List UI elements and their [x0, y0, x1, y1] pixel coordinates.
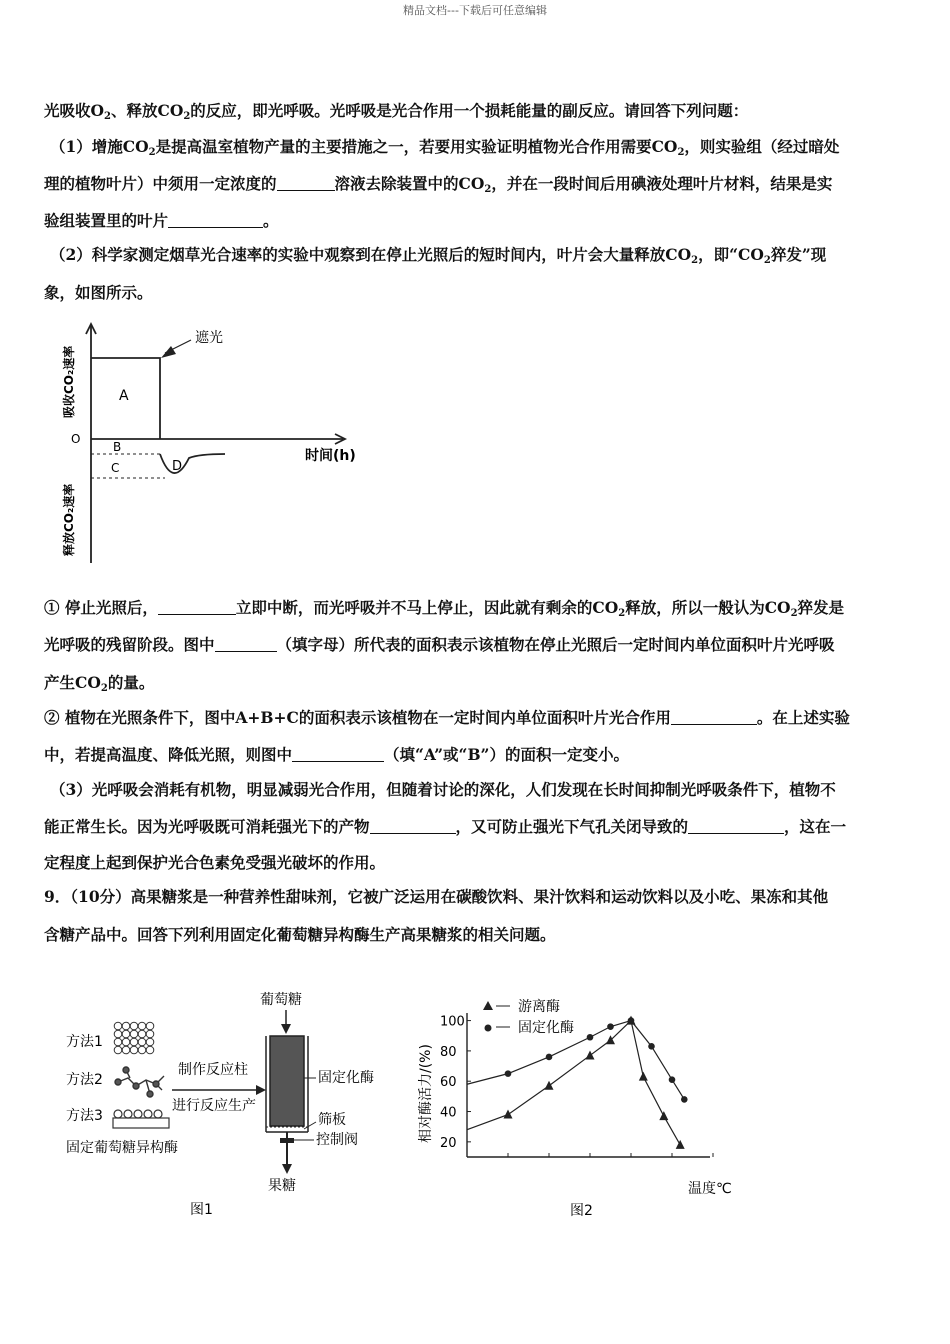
text-line — [44, 211, 914, 231]
enzyme-bead — [146, 1030, 154, 1038]
text-line — [44, 283, 914, 303]
text-line — [44, 101, 914, 127]
region-c-label: C — [111, 461, 120, 475]
text-segment: 光呼吸的残留阶段。图中 — [44, 635, 215, 654]
data-point — [681, 1096, 688, 1103]
text-segment: 9．（10分）高果糖浆是一种营养性甜味剂，它被广泛运用在碳酸饮料、果汁饮料和运动饮料以及小吃、果冻和其他 — [44, 887, 829, 906]
sieve-label: 筛板 — [318, 1112, 346, 1128]
text-segment: （3）光呼吸会消耗有机物，明显减弱光合作用，但随着讨论的深化，人们发现在长时间抑制光呼吸条件下，植物不 — [50, 780, 836, 799]
data-point — [546, 1054, 553, 1061]
y-tick-label: 60 — [440, 1075, 457, 1091]
enzyme-bead — [130, 1030, 138, 1038]
text-line — [50, 137, 920, 163]
text-segment: ，则实验组（经过暗处 — [684, 137, 840, 156]
text-line — [44, 635, 914, 655]
data-point — [505, 1070, 512, 1077]
data-point — [669, 1076, 676, 1083]
data-point — [586, 1050, 595, 1059]
data-point — [587, 1034, 594, 1041]
answer-blank[interactable] — [292, 746, 384, 762]
region-b-label: B — [113, 440, 122, 454]
text-segment: ① 停止光照后， — [44, 598, 158, 617]
data-point — [628, 1017, 635, 1024]
data-point — [639, 1072, 648, 1081]
text-line — [44, 673, 914, 699]
valve-label: 控制阀 — [316, 1132, 358, 1148]
figure-2-caption: 图2 — [570, 1203, 593, 1219]
subscript: 2 — [618, 608, 626, 619]
text-segment: 象，如图所示。 — [44, 283, 153, 302]
enzyme-bead — [146, 1046, 154, 1054]
enzyme-bead — [122, 1046, 130, 1054]
text-segment: ，即“CO — [698, 245, 764, 264]
answer-blank[interactable] — [671, 709, 757, 725]
answer-blank[interactable] — [370, 818, 456, 834]
text-segment: 立即中断，而光呼吸并不马上停止，因此就有剩余的CO — [235, 598, 619, 617]
produce-label: 进行反应生产 — [172, 1098, 256, 1114]
enzyme-bead — [146, 1022, 154, 1030]
region-a-label: A — [119, 388, 129, 404]
y-axis-label-bottom: 释放CO₂速率 — [62, 483, 76, 556]
subscript: 2 — [677, 147, 685, 158]
text-segment: 光吸收O — [44, 101, 105, 120]
data-point — [676, 1140, 685, 1149]
text-segment: 是提高温室植物产量的主要措施之一，若要用实验证明植物光合作用需要CO — [155, 137, 678, 156]
enzyme-bead — [114, 1022, 122, 1030]
text-segment: ，这在一 — [784, 817, 847, 836]
text-line — [44, 925, 914, 945]
y-tick-label: 100 — [440, 1014, 465, 1030]
fructose-label: 果糖 — [268, 1178, 296, 1194]
text-segment: 能正常生长。因为光呼吸既可消耗强光下的产物 — [44, 817, 370, 836]
answer-blank[interactable] — [168, 212, 263, 228]
enzyme-bead — [122, 1022, 130, 1030]
answer-blank[interactable] — [277, 175, 335, 191]
text-line — [44, 853, 914, 873]
text-line — [50, 780, 920, 800]
text-segment: 、释放CO — [110, 101, 184, 120]
text-segment: 释放，所以一般认为CO — [625, 598, 791, 617]
enzyme-bead — [138, 1030, 146, 1038]
enzyme-bead — [138, 1038, 146, 1046]
data-point — [659, 1111, 668, 1120]
data-point — [504, 1110, 513, 1119]
text-segment: ，又可防止强光下气孔关闭导致的 — [455, 817, 689, 836]
enzyme-bead — [122, 1038, 130, 1046]
figure-1-diagram — [60, 990, 400, 1220]
series-line — [467, 1021, 680, 1145]
text-line — [44, 745, 914, 765]
legend-fixed-enzyme: 固定化酶 — [518, 1020, 574, 1036]
answer-blank[interactable] — [158, 599, 236, 615]
x-axis-label: 时间(h) — [305, 448, 356, 464]
text-segment: 猝发”现 — [770, 245, 827, 264]
y-axis-label: 相对酶活力/(%) — [418, 1044, 434, 1143]
method1-label: 方法1 — [66, 1034, 103, 1050]
subscript: 2 — [148, 147, 156, 158]
data-point — [648, 1043, 655, 1050]
data-point — [545, 1081, 554, 1090]
enzyme-bead — [130, 1022, 138, 1030]
method3-label: 方法3 — [66, 1108, 103, 1124]
immobilized-enzyme-label: 固定化酶 — [318, 1070, 374, 1086]
subscript: 2 — [691, 255, 699, 266]
text-segment: 。 — [263, 211, 279, 230]
co2-rate-graph — [55, 318, 375, 566]
subscript: 2 — [100, 683, 108, 694]
text-segment: 溶液去除装置中的CO — [334, 174, 485, 193]
enzyme-bead — [114, 1046, 122, 1054]
enzyme-bead — [114, 1038, 122, 1046]
answer-blank[interactable] — [688, 818, 784, 834]
text-segment: 验组装置里的叶片 — [44, 211, 169, 230]
text-segment: （1）增施CO — [50, 137, 149, 156]
enzyme-bead — [122, 1030, 130, 1038]
text-segment: 的反应，即光呼吸。光呼吸是光合作用一个损耗能量的副反应。请回答下列问题： — [190, 101, 749, 120]
text-segment: 中，若提高温度、降低光照，则图中 — [44, 745, 293, 764]
text-line — [44, 174, 914, 200]
enzyme-bead — [114, 1030, 122, 1038]
enzyme-bead — [130, 1038, 138, 1046]
subscript: 2 — [104, 111, 111, 122]
text-segment: 。在上述实验 — [756, 708, 850, 727]
text-line — [50, 245, 920, 271]
enzyme-bead — [138, 1022, 146, 1030]
y-axis-label-top: 吸收CO₂速率 — [62, 345, 76, 418]
text-segment: 产生CO — [44, 673, 101, 692]
text-segment: （填字母）所代表的面积表示该植物在停止光照后一定时间内单位面积叶片光呼吸 — [276, 635, 835, 654]
text-segment: 含糖产品中。回答下列利用固定化葡萄糖异构酶生产高果糖浆的相关问题。 — [44, 925, 556, 944]
enzyme-bead — [138, 1046, 146, 1054]
x-axis-label: 温度℃ — [688, 1181, 732, 1197]
subscript: 2 — [484, 184, 492, 195]
text-line — [44, 817, 914, 837]
enzyme-bead — [130, 1046, 138, 1054]
enzyme-bead — [146, 1038, 154, 1046]
text-segment: ② 植物在光照条件下，图中A+B+C的面积表示该植物在一定时间内单位面积叶片光合作用 — [44, 708, 671, 727]
make-column-label: 制作反应柱 — [178, 1062, 248, 1078]
text-segment: （2）科学家测定烟草光合速率的实验中观察到在停止光照后的短时间内，叶片会大量释放CO — [50, 245, 692, 264]
page-header: 精品文档---下载后可任意编辑 — [403, 4, 547, 17]
method2-label: 方法2 — [66, 1072, 103, 1088]
light-off-label: 遮光 — [195, 330, 223, 346]
y-tick-label: 20 — [440, 1135, 457, 1151]
text-line — [44, 598, 914, 624]
text-segment: 猝发是 — [797, 598, 845, 617]
y-tick-label: 40 — [440, 1105, 457, 1121]
text-segment: 理的植物叶片）中须用一定浓度的 — [44, 174, 277, 193]
origin-label: O — [71, 432, 81, 446]
figure-2-chart — [410, 995, 750, 1220]
text-segment: ，并在一段时间后用碘液处理叶片材料，结果是实 — [491, 174, 833, 193]
subscript: 2 — [183, 111, 191, 122]
legend-free-enzyme: 游离酶 — [518, 999, 560, 1015]
figure-1-caption: 图1 — [190, 1202, 213, 1218]
y-tick-label: 80 — [440, 1044, 457, 1060]
text-segment: 的量。 — [107, 673, 155, 692]
text-line — [44, 887, 914, 907]
region-d-label: D — [172, 459, 183, 474]
data-point — [607, 1023, 614, 1030]
series-line — [467, 1021, 684, 1100]
text-segment: （填“A”或“B”）的面积一定变小。 — [384, 745, 629, 764]
subscript: 2 — [790, 608, 798, 619]
text-segment: 定程度上起到保护光合色素免受强光破坏的作用。 — [44, 853, 386, 872]
enzyme-label: 固定葡萄糖异构酶 — [66, 1140, 178, 1156]
answer-blank[interactable] — [215, 636, 277, 652]
glucose-label: 葡萄糖 — [260, 992, 302, 1008]
subscript: 2 — [763, 255, 771, 266]
text-line — [44, 708, 914, 728]
